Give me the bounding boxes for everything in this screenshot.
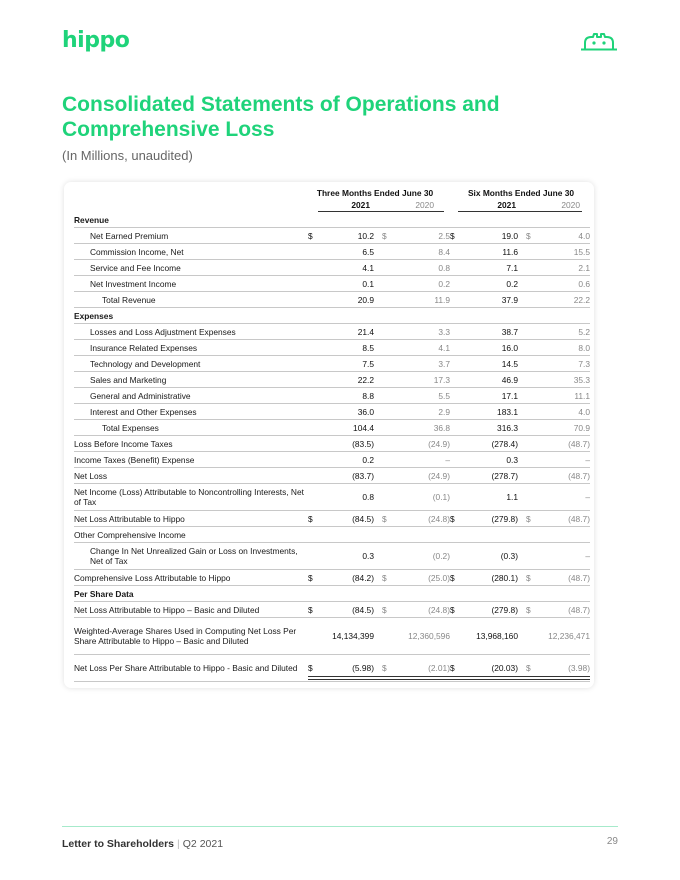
currency-symbol (308, 340, 320, 356)
table-row (74, 468, 590, 484)
row-label: Revenue (74, 212, 308, 228)
row-label: Total Revenue (74, 292, 308, 308)
cell-value: 3.3 (392, 324, 450, 340)
currency-symbol: $ (308, 511, 320, 527)
currency-symbol (308, 308, 320, 324)
currency-symbol (526, 340, 536, 356)
currency-symbol (450, 308, 462, 324)
cell-value: (24.8) (392, 602, 450, 618)
currency-symbol: $ (382, 511, 392, 527)
currency-symbol (382, 543, 392, 570)
currency-symbol (526, 436, 536, 452)
statement-of-operations-table (74, 212, 590, 682)
currency-symbol (526, 308, 536, 324)
currency-symbol (308, 356, 320, 372)
cell-value: 5.2 (536, 324, 590, 340)
cell-value: 4.0 (536, 228, 590, 244)
currency-symbol (382, 372, 392, 388)
currency-symbol (382, 340, 392, 356)
currency-symbol: $ (382, 602, 392, 618)
cell-value: 7.3 (536, 356, 590, 372)
currency-symbol (382, 484, 392, 511)
cell-value: (24.8) (392, 511, 450, 527)
currency-symbol: $ (382, 570, 392, 586)
currency-symbol (450, 212, 462, 228)
cell-value: (280.1) (462, 570, 526, 586)
currency-symbol (450, 244, 462, 260)
cell-value: 13,968,160 (462, 618, 526, 655)
row-label: Interest and Other Expenses (74, 404, 308, 420)
currency-symbol (526, 356, 536, 372)
financial-statement-card (64, 182, 594, 688)
row-label: Expenses (74, 308, 308, 324)
cell-value: – (536, 484, 590, 511)
currency-symbol (450, 340, 462, 356)
row-label: Other Comprehensive Income (74, 527, 308, 543)
currency-symbol (308, 436, 320, 452)
cell-value (536, 586, 590, 602)
currency-symbol: $ (450, 228, 462, 244)
currency-symbol (308, 260, 320, 276)
cell-value: 70.9 (536, 420, 590, 436)
currency-symbol (450, 260, 462, 276)
column-year-6m-2020: 2020 (561, 200, 580, 210)
cell-value: 5.5 (392, 388, 450, 404)
cell-value: 4.1 (392, 340, 450, 356)
row-label: Net Income (Loss) Attributable to Noncontrolling Interests, Net of Tax (74, 484, 308, 511)
cell-value (392, 212, 450, 228)
currency-symbol (382, 468, 392, 484)
currency-symbol (526, 324, 536, 340)
table-row (74, 543, 590, 570)
cell-value (462, 586, 526, 602)
cell-value (462, 527, 526, 543)
currency-symbol (526, 388, 536, 404)
row-label: Technology and Development (74, 356, 308, 372)
currency-symbol (382, 212, 392, 228)
currency-symbol (450, 292, 462, 308)
row-label: Net Loss Attributable to Hippo – Basic and Diluted (74, 602, 308, 618)
currency-symbol (526, 527, 536, 543)
cell-value: 0.1 (320, 276, 382, 292)
currency-symbol: $ (526, 511, 536, 527)
cell-value: 183.1 (462, 404, 526, 420)
currency-symbol (450, 388, 462, 404)
footer-divider (62, 826, 618, 827)
hippo-face-icon (580, 33, 618, 51)
cell-value (536, 527, 590, 543)
cell-value: – (536, 543, 590, 570)
cell-value: 3.7 (392, 356, 450, 372)
table-row (74, 308, 590, 324)
currency-symbol (526, 260, 536, 276)
currency-symbol (526, 372, 536, 388)
cell-value: (83.7) (320, 468, 382, 484)
currency-symbol (526, 618, 536, 655)
currency-symbol (308, 452, 320, 468)
footer-quarter: Q2 2021 (182, 838, 224, 850)
cell-value: 35.3 (536, 372, 590, 388)
currency-symbol (526, 543, 536, 570)
row-label: Comprehensive Loss Attributable to Hippo (74, 570, 308, 586)
currency-symbol (308, 388, 320, 404)
cell-value: 0.2 (462, 276, 526, 292)
cell-value: (5.98) (320, 655, 382, 682)
table-row (74, 570, 590, 586)
cell-value (462, 308, 526, 324)
cell-value: 12,360,596 (392, 618, 450, 655)
row-label: Net Earned Premium (74, 228, 308, 244)
cell-value: (0.2) (392, 543, 450, 570)
currency-symbol (382, 260, 392, 276)
table-row (74, 372, 590, 388)
currency-symbol (308, 372, 320, 388)
row-label: Insurance Related Expenses (74, 340, 308, 356)
cell-value: 0.8 (320, 484, 382, 511)
cell-value: 8.0 (536, 340, 590, 356)
cell-value: (20.03) (462, 655, 526, 682)
row-label: Service and Fee Income (74, 260, 308, 276)
cell-value: 104.4 (320, 420, 382, 436)
cell-value (320, 527, 382, 543)
currency-symbol (450, 484, 462, 511)
currency-symbol (382, 292, 392, 308)
currency-symbol (308, 212, 320, 228)
cell-value: (48.7) (536, 511, 590, 527)
currency-symbol (450, 324, 462, 340)
currency-symbol (526, 586, 536, 602)
currency-symbol (450, 276, 462, 292)
page-title: Consolidated Statements of Operations and Comprehensive Loss (62, 93, 500, 141)
currency-symbol (526, 468, 536, 484)
currency-symbol (308, 468, 320, 484)
cell-value: 16.0 (462, 340, 526, 356)
cell-value: (48.7) (536, 468, 590, 484)
currency-symbol (308, 292, 320, 308)
currency-symbol (526, 404, 536, 420)
currency-symbol (450, 618, 462, 655)
row-label: Losses and Loss Adjustment Expenses (74, 324, 308, 340)
row-label: Net Loss Per Share Attributable to Hippo - Basic and Diluted (74, 655, 308, 682)
currency-symbol (382, 527, 392, 543)
cell-value (320, 308, 382, 324)
row-label: Loss Before Income Taxes (74, 436, 308, 452)
table-row (74, 586, 590, 602)
cell-value (392, 586, 450, 602)
currency-symbol (382, 420, 392, 436)
cell-value (462, 212, 526, 228)
currency-symbol (526, 484, 536, 511)
column-group-three-months: Three Months Ended June 30 (316, 188, 434, 198)
cell-value: (3.98) (536, 655, 590, 682)
currency-symbol: $ (308, 228, 320, 244)
currency-symbol: $ (382, 655, 392, 682)
cell-value: 8.5 (320, 340, 382, 356)
currency-symbol (382, 452, 392, 468)
cell-value: (84.2) (320, 570, 382, 586)
currency-symbol (450, 436, 462, 452)
page-subtitle: (In Millions, unaudited) (62, 148, 193, 163)
table-row (74, 404, 590, 420)
currency-symbol: $ (450, 655, 462, 682)
currency-symbol (450, 586, 462, 602)
table-row (74, 602, 590, 618)
currency-symbol: $ (308, 602, 320, 618)
cell-value (320, 212, 382, 228)
cell-value: 21.4 (320, 324, 382, 340)
currency-symbol (450, 404, 462, 420)
currency-symbol (308, 586, 320, 602)
cell-value: 10.2 (320, 228, 382, 244)
row-label: General and Administrative (74, 388, 308, 404)
cell-value: 11.9 (392, 292, 450, 308)
cell-value: 36.8 (392, 420, 450, 436)
cell-value: 6.5 (320, 244, 382, 260)
cell-value: 46.9 (462, 372, 526, 388)
cell-value: 316.3 (462, 420, 526, 436)
currency-symbol (526, 420, 536, 436)
table-row (74, 244, 590, 260)
row-label: Net Loss Attributable to Hippo (74, 511, 308, 527)
currency-symbol (382, 244, 392, 260)
row-label: Net Loss (74, 468, 308, 484)
currency-symbol (308, 404, 320, 420)
currency-symbol (450, 372, 462, 388)
row-label: Weighted-Average Shares Used in Computing Net Loss Per Share Attributable to Hippo – Basic and Diluted (74, 618, 308, 655)
cell-value: (279.8) (462, 511, 526, 527)
currency-symbol: $ (450, 511, 462, 527)
cell-value: 14,134,399 (320, 618, 382, 655)
cell-value: 2.1 (536, 260, 590, 276)
cell-value: (279.8) (462, 602, 526, 618)
cell-value: 0.3 (462, 452, 526, 468)
currency-symbol (382, 618, 392, 655)
cell-value: 0.6 (536, 276, 590, 292)
currency-symbol (450, 527, 462, 543)
cell-value: (0.1) (392, 484, 450, 511)
cell-value: 22.2 (320, 372, 382, 388)
cell-value: 4.1 (320, 260, 382, 276)
currency-symbol: $ (526, 655, 536, 682)
currency-symbol (382, 276, 392, 292)
table-row (74, 527, 590, 543)
page-number: 29 (606, 836, 618, 847)
currency-symbol (308, 420, 320, 436)
cell-value: 11.6 (462, 244, 526, 260)
table-row (74, 276, 590, 292)
cell-value (392, 527, 450, 543)
table-row (74, 212, 590, 228)
cell-value: 8.8 (320, 388, 382, 404)
currency-symbol (308, 618, 320, 655)
cell-value: 15.5 (536, 244, 590, 260)
table-row (74, 618, 590, 655)
double-underline (308, 676, 590, 680)
row-label: Commission Income, Net (74, 244, 308, 260)
cell-value: 14.5 (462, 356, 526, 372)
cell-value: (0.3) (462, 543, 526, 570)
cell-value: 20.9 (320, 292, 382, 308)
cell-value: (84.5) (320, 602, 382, 618)
hippo-logo: hippo (62, 28, 130, 53)
currency-symbol: $ (308, 570, 320, 586)
row-label: Total Expenses (74, 420, 308, 436)
cell-value (320, 586, 382, 602)
cell-value: 0.2 (320, 452, 382, 468)
currency-symbol (450, 468, 462, 484)
cell-value: (278.4) (462, 436, 526, 452)
cell-value: (24.9) (392, 468, 450, 484)
currency-symbol (308, 244, 320, 260)
cell-value: (24.9) (392, 436, 450, 452)
table-row (74, 436, 590, 452)
table-row (74, 484, 590, 511)
currency-symbol (382, 388, 392, 404)
currency-symbol: $ (526, 570, 536, 586)
column-group-six-months: Six Months Ended June 30 (467, 188, 575, 198)
cell-value: (83.5) (320, 436, 382, 452)
cell-value: 2.9 (392, 404, 450, 420)
cell-value: 11.1 (536, 388, 590, 404)
currency-symbol (382, 404, 392, 420)
footer-document-title: Letter to Shareholders | Q2 2021 (62, 838, 224, 850)
currency-symbol (450, 543, 462, 570)
cell-value: 38.7 (462, 324, 526, 340)
currency-symbol (526, 292, 536, 308)
cell-value: – (536, 452, 590, 468)
table-row (74, 420, 590, 436)
cell-value: 37.9 (462, 292, 526, 308)
cell-value (392, 308, 450, 324)
cell-value: 0.8 (392, 260, 450, 276)
cell-value: (278.7) (462, 468, 526, 484)
column-year-3m-2021: 2021 (351, 200, 370, 210)
currency-symbol (382, 586, 392, 602)
cell-value: – (392, 452, 450, 468)
column-year-3m-2020: 2020 (415, 200, 434, 210)
table-row (74, 511, 590, 527)
cell-value: 0.2 (392, 276, 450, 292)
currency-symbol (450, 452, 462, 468)
cell-value: 2.5 (392, 228, 450, 244)
currency-symbol (308, 543, 320, 570)
cell-value (536, 308, 590, 324)
currency-symbol (308, 527, 320, 543)
row-label: Change In Net Unrealized Gain or Loss on Investments, Net of Tax (74, 543, 308, 570)
cell-value: 4.0 (536, 404, 590, 420)
cell-value: 17.3 (392, 372, 450, 388)
currency-symbol (308, 324, 320, 340)
currency-symbol (382, 308, 392, 324)
cell-value: (25.0) (392, 570, 450, 586)
currency-symbol: $ (450, 570, 462, 586)
currency-symbol (450, 356, 462, 372)
cell-value: (84.5) (320, 511, 382, 527)
currency-symbol: $ (450, 602, 462, 618)
table-row (74, 292, 590, 308)
column-year-6m-2021: 2021 (497, 200, 516, 210)
currency-symbol (526, 244, 536, 260)
cell-value: (2.01) (392, 655, 450, 682)
table-row (74, 356, 590, 372)
currency-symbol (382, 436, 392, 452)
currency-symbol: $ (308, 655, 320, 682)
currency-symbol (526, 212, 536, 228)
cell-value: 19.0 (462, 228, 526, 244)
table-row (74, 324, 590, 340)
currency-symbol (308, 276, 320, 292)
table-row (74, 452, 590, 468)
row-label: Net Investment Income (74, 276, 308, 292)
cell-value: 12,236,471 (536, 618, 590, 655)
footer-doc-name: Letter to Shareholders (62, 838, 175, 850)
cell-value: 36.0 (320, 404, 382, 420)
row-label: Per Share Data (74, 586, 308, 602)
cell-value: 17.1 (462, 388, 526, 404)
cell-value: (48.7) (536, 602, 590, 618)
row-label: Sales and Marketing (74, 372, 308, 388)
currency-symbol (308, 484, 320, 511)
cell-value: (48.7) (536, 436, 590, 452)
currency-symbol: $ (526, 228, 536, 244)
currency-symbol: $ (382, 228, 392, 244)
cell-value: (48.7) (536, 570, 590, 586)
cell-value: 7.5 (320, 356, 382, 372)
cell-value: 8.4 (392, 244, 450, 260)
currency-symbol: $ (526, 602, 536, 618)
table-row (74, 228, 590, 244)
table-row (74, 260, 590, 276)
table-row (74, 340, 590, 356)
cell-value: 1.1 (462, 484, 526, 511)
currency-symbol (382, 356, 392, 372)
currency-symbol (526, 276, 536, 292)
table-row (74, 388, 590, 404)
currency-symbol (526, 452, 536, 468)
row-label: Income Taxes (Benefit) Expense (74, 452, 308, 468)
cell-value: 0.3 (320, 543, 382, 570)
cell-value (536, 212, 590, 228)
currency-symbol (382, 324, 392, 340)
cell-value: 22.2 (536, 292, 590, 308)
cell-value: 7.1 (462, 260, 526, 276)
currency-symbol (450, 420, 462, 436)
